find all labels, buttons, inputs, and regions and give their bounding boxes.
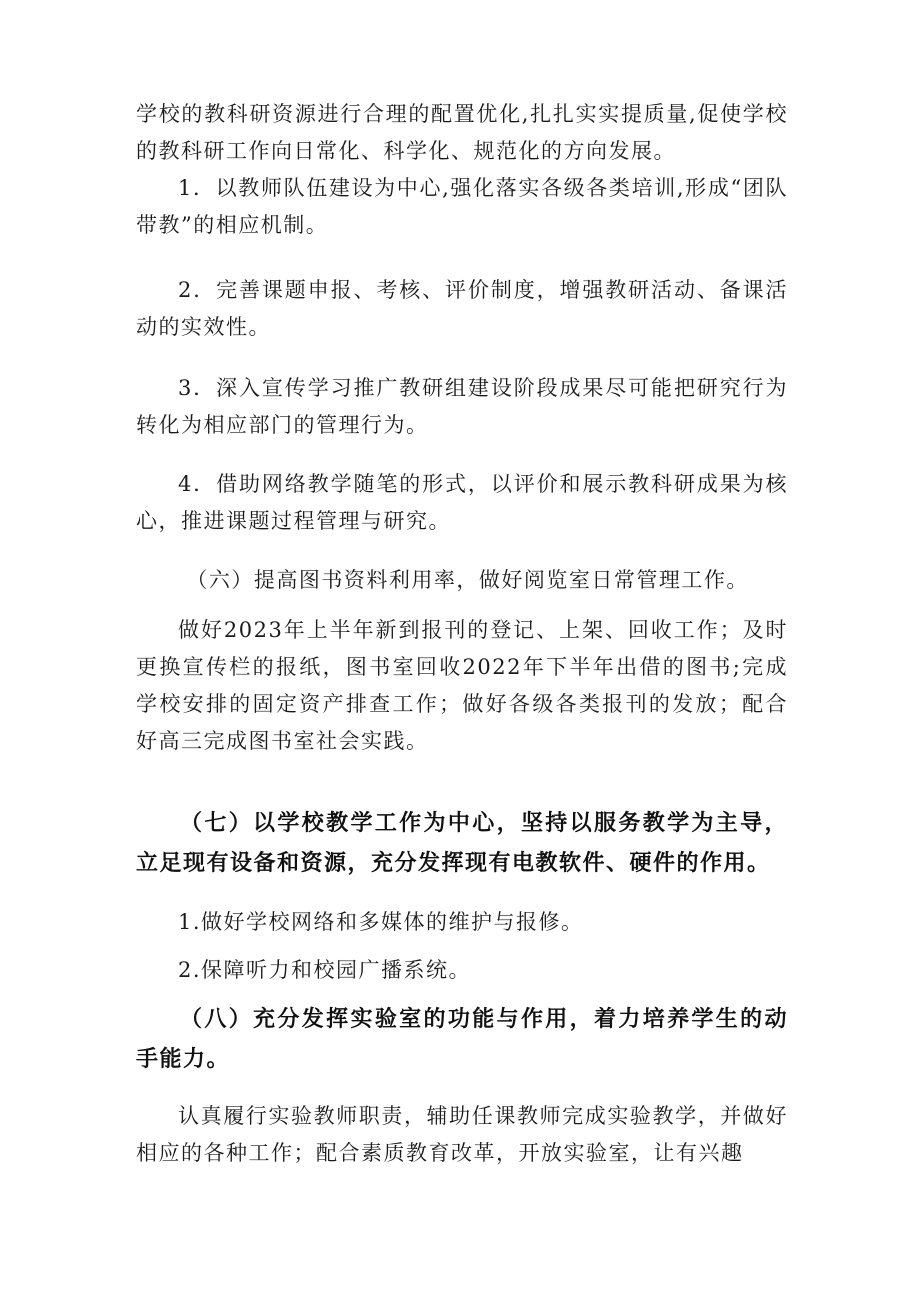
section-heading-six: （六）提高图书资料利用率，做好阅览室日常管理工作。 (186, 568, 749, 592)
paragraph-lab-work: 认真履行实验教师职责，辅助任课教师完成实验教学，并做好相应的各种工作；配合素质教育改革，开放实验室，让有兴趣 (136, 1104, 788, 1165)
paragraph-network-item-2: 2.保障听力和校园广播系统。 (178, 958, 472, 982)
paragraph-network-item-1: 1.做好学校网络和多媒体的维护与报修。 (178, 910, 584, 934)
paragraph-item-2: 2．完善课题申报、考核、评价制度，增强教研活动、备课活动的实效性。 (136, 278, 788, 339)
paragraph-library-work: 做好2023年上半年新到报刊的登记、上架、回收工作；及时更换宣传栏的报纸，图书室回收2022年下半年出借的图书;完成学校安排的固定资产排查工作；做好各级各类报刊的发放；配合好高三完成图书室社会实践。 (136, 618, 788, 753)
paragraph-item-4: 4．借助网络教学随笔的形式，以评价和展示教科研成果为核心，推进课题过程管理与研究。 (136, 472, 788, 533)
section-heading-eight: （八）充分发挥实验室的功能与作用，着力培养学生的动手能力。 (136, 1007, 788, 1072)
paragraph-item-1: 1．以教师队伍建设为中心,强化落实各级各类培训,形成“团队带教”的相应机制。 (136, 176, 788, 237)
paragraph-intro-continuation: 学校的教科研资源进行合理的配置优化,扎扎实实提质量,促使学校的教科研工作向日常化、科学化、规范化的方向发展。 (136, 102, 788, 163)
section-heading-seven: （七）以学校教学工作为中心，坚持以服务教学为主导，立足现有设备和资源，充分发挥现有电教软件、硬件的作用。 (136, 811, 788, 876)
paragraph-item-3: 3．深入宣传学习推广教研组建设阶段成果尽可能把研究行为转化为相应部门的管理行为。 (136, 376, 788, 437)
